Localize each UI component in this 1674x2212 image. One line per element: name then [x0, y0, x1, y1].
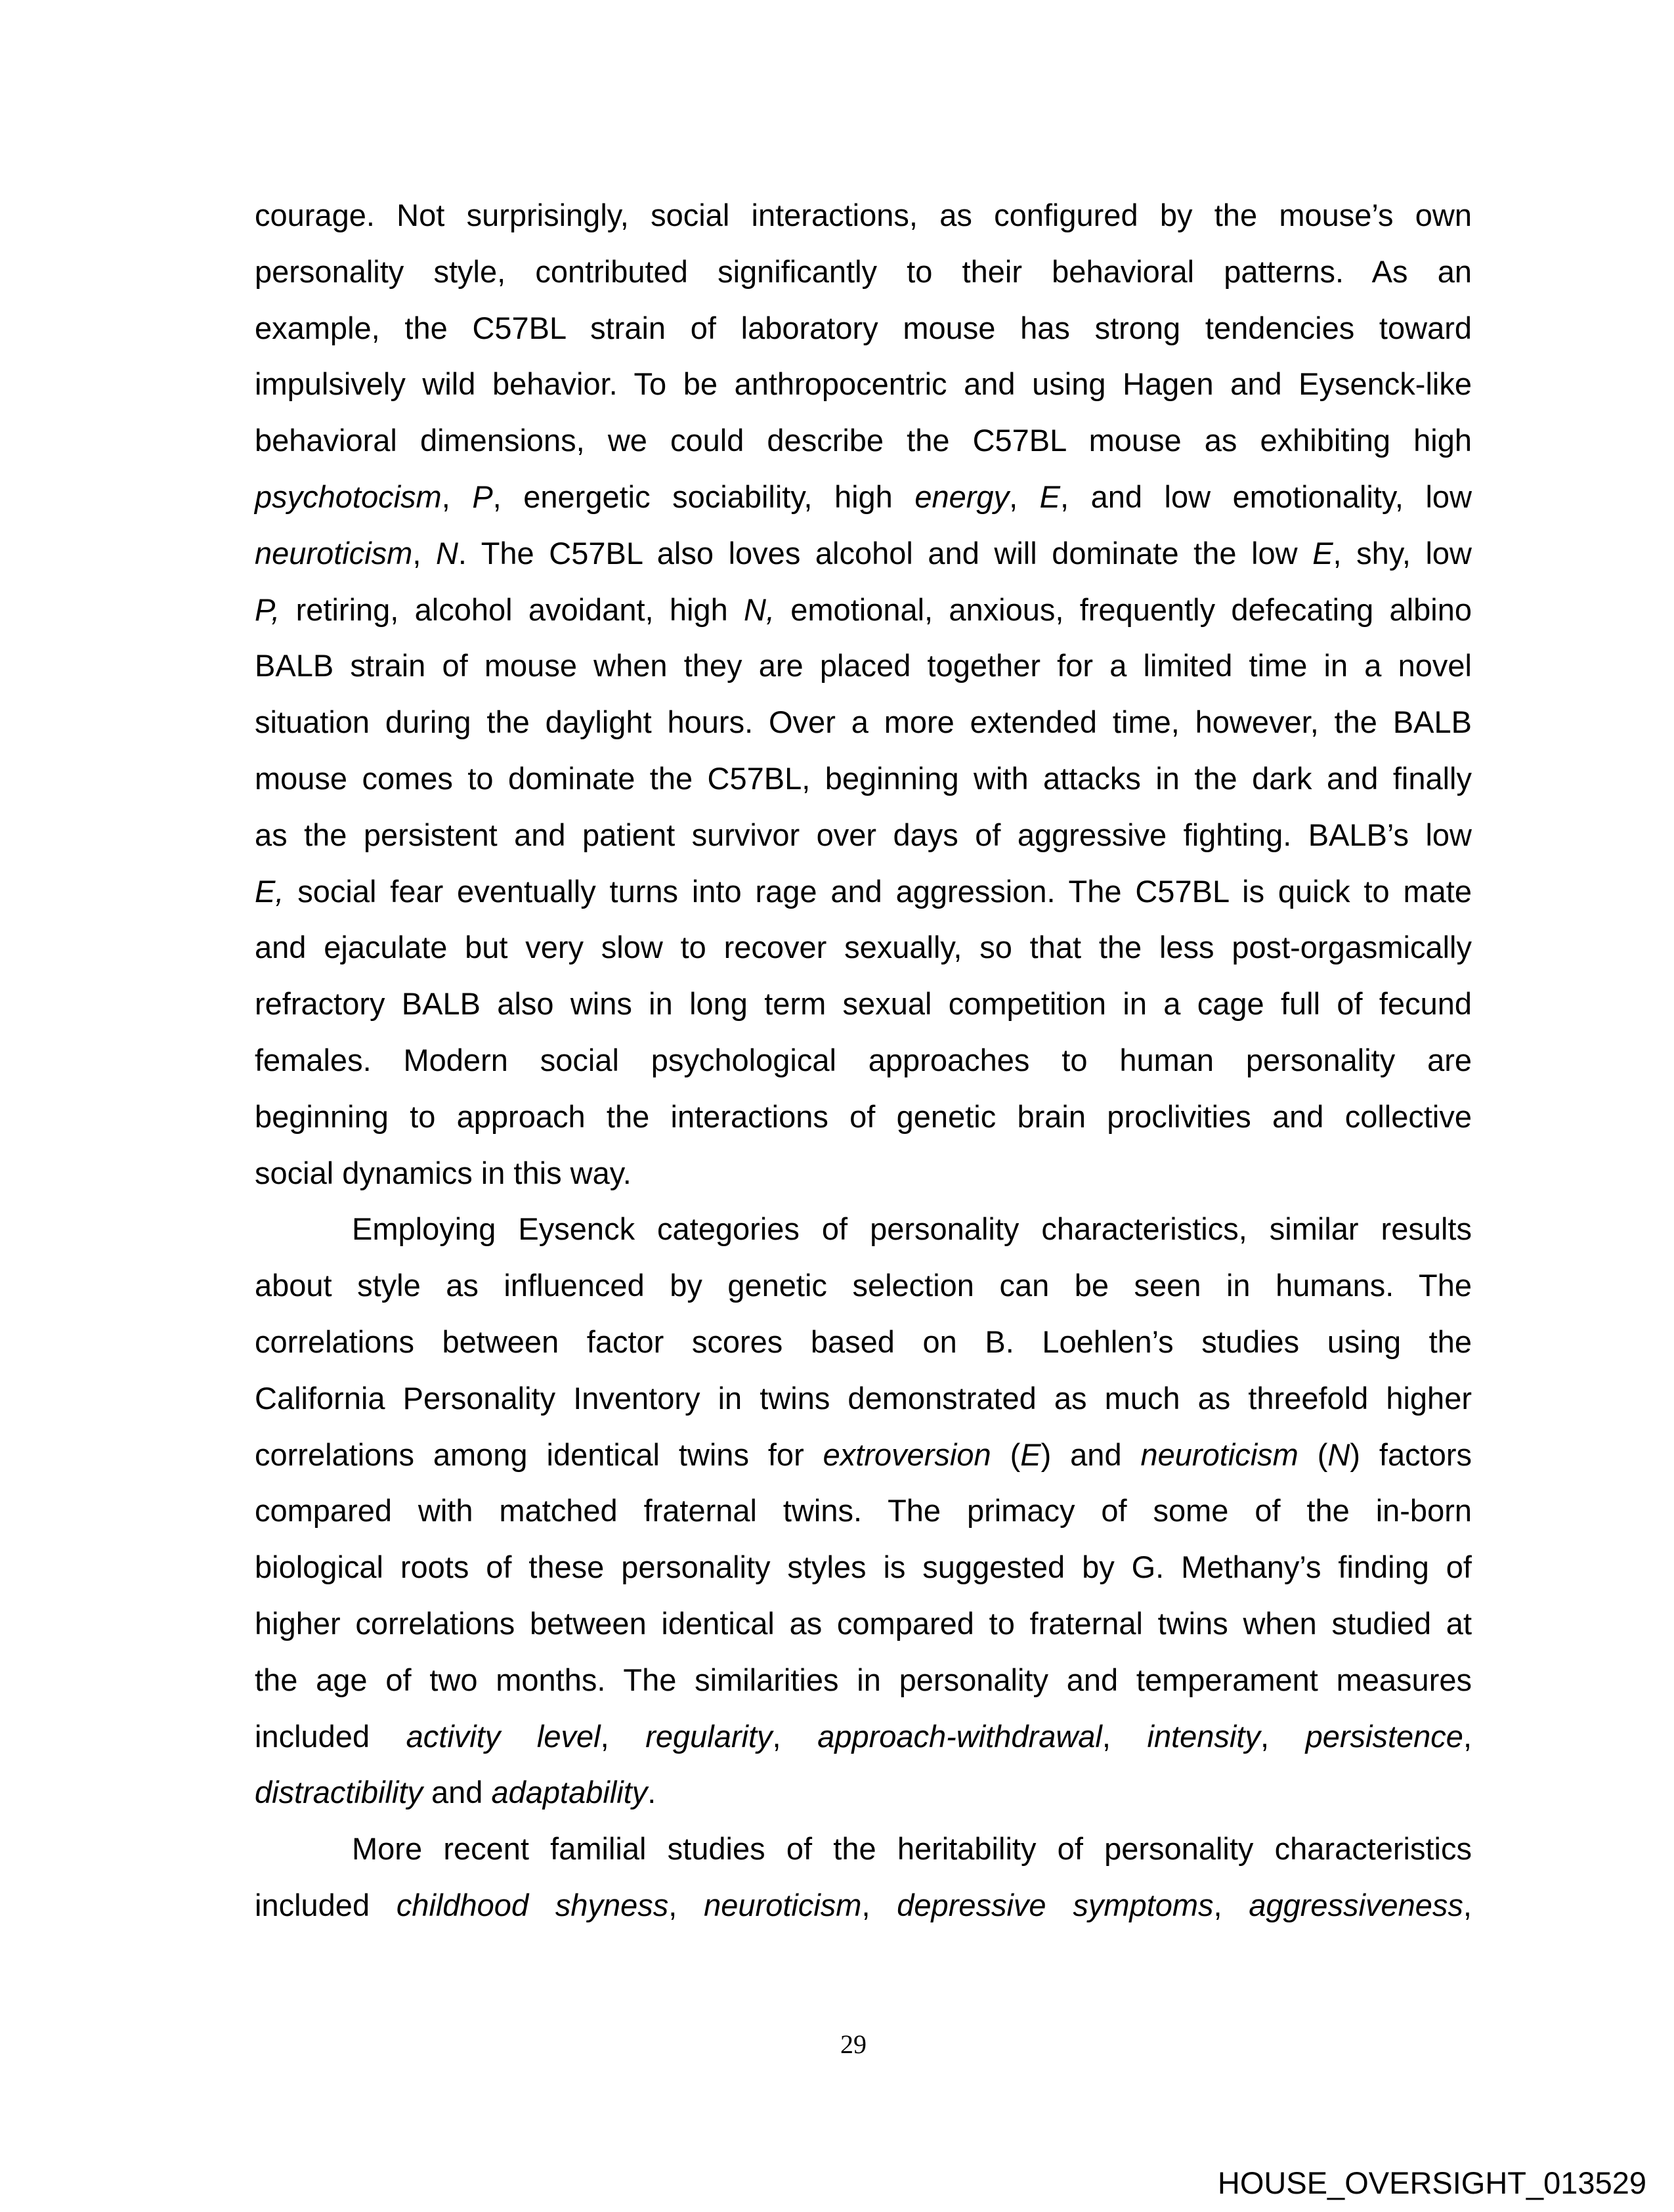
text-run: mouse comes to dominate the C57BL, beginning with attacks in the dark and finally	[255, 760, 1472, 796]
text-run: ,	[772, 1718, 818, 1754]
text-line	[255, 1708, 1472, 1765]
text-run: ,	[1213, 1887, 1249, 1922]
text-run: ,	[1260, 1718, 1306, 1754]
italic-term: N	[1327, 1437, 1350, 1472]
italic-term: psychotocism	[255, 479, 442, 514]
text-run: personality style, contributed significantly to their behavioral patterns. As an	[255, 253, 1472, 289]
text-run: courage. Not surprisingly, social interactions, as configured by the mouse’s own	[255, 198, 1472, 232]
text-run: and ejaculate but very slow to recover sexually, so that the less post-orgasmically	[255, 930, 1472, 965]
text-run: correlations between factor scores based on B. Loehlen’s studies using the	[255, 1324, 1472, 1359]
text-run: biological roots of these personality styles is suggested by G. Methany’s finding of	[255, 1550, 1472, 1585]
paragraph	[255, 1821, 1472, 1934]
italic-term: neuroticism	[1140, 1437, 1298, 1472]
text-run: , and low emotionality, low	[1060, 479, 1472, 514]
body-text	[255, 187, 1472, 1934]
text-run: impulsively wild behavior. To be anthropocentric and using Hagen and Eysenck-like	[255, 366, 1472, 402]
italic-term: E	[1020, 1437, 1041, 1472]
text-line	[255, 1032, 1472, 1089]
text-line	[255, 469, 1472, 525]
italic-term: adaptability	[491, 1775, 648, 1810]
text-run: situation during the daylight hours. Over a more extended time, however, the BALB	[255, 705, 1472, 740]
text-line	[255, 1427, 1472, 1483]
text-line	[255, 187, 1472, 244]
text-run: compared with matched fraternal twins. The primacy of some of the in-born	[255, 1493, 1472, 1529]
text-line	[255, 750, 1472, 807]
text-line	[255, 1652, 1472, 1708]
text-line	[255, 1145, 1472, 1202]
text-run: ,	[412, 535, 436, 571]
text-run: ,	[1102, 1718, 1148, 1754]
paragraph	[255, 1201, 1472, 1821]
text-run: ,	[668, 1887, 704, 1922]
text-run: ,	[1463, 1718, 1472, 1754]
italic-term: distractibility	[255, 1775, 423, 1810]
text-line	[255, 1595, 1472, 1652]
text-run: example, the C57BL strain of laboratory mouse has strong tendencies toward	[255, 310, 1472, 345]
text-run: ,	[861, 1887, 897, 1922]
text-run: correlations among identical twins for	[255, 1437, 823, 1472]
paragraph	[255, 187, 1472, 1201]
text-line	[255, 807, 1472, 863]
text-line	[255, 1764, 1472, 1821]
text-run: behavioral dimensions, we could describe the C57BL mouse as exhibiting high	[255, 423, 1472, 458]
page-number: 29	[840, 2029, 867, 2059]
text-line	[255, 1370, 1472, 1427]
italic-term: extroversion	[823, 1437, 991, 1472]
text-line	[255, 1539, 1472, 1595]
text-run: ,	[600, 1718, 646, 1754]
italic-term: P	[472, 479, 493, 514]
text-line	[255, 919, 1472, 976]
text-run: about style as influenced by genetic selection can be seen in humans. The	[255, 1268, 1472, 1303]
text-run: social dynamics in this way.	[255, 1155, 632, 1190]
italic-term: N	[435, 535, 458, 571]
text-run: refractory BALB also wins in long term sexual competition in a cage full of fecund	[255, 986, 1472, 1022]
italic-term: E,	[255, 873, 284, 909]
text-run: beginning to approach the interactions of genetic brain proclivities and collective	[255, 1098, 1472, 1134]
italic-term: energy	[914, 479, 1010, 514]
italic-term: aggressiveness	[1249, 1887, 1463, 1922]
text-run: (	[991, 1437, 1021, 1472]
text-run: Employing Eysenck categories of personality characteristics, similar results	[352, 1211, 1472, 1247]
italic-term: neuroticism	[255, 535, 413, 571]
text-run: BALB strain of mouse when they are placed together for a limited time in a novel	[255, 648, 1472, 683]
italic-term: childhood shyness	[396, 1887, 669, 1922]
text-run: as the persistent and patient survivor over days of aggressive fighting. BALB’s low	[255, 817, 1472, 852]
italic-term: N,	[744, 592, 775, 627]
bates-number: HOUSE_OVERSIGHT_013529	[1217, 2165, 1646, 2200]
text-run: (	[1298, 1437, 1328, 1472]
italic-term: regularity	[645, 1718, 773, 1754]
text-line	[255, 976, 1472, 1032]
text-run: ) and	[1041, 1437, 1141, 1472]
text-run: social fear eventually turns into rage and aggression. The C57BL is quick to mate	[284, 873, 1472, 909]
italic-term: E	[1039, 479, 1061, 514]
text-line	[255, 1201, 1472, 1257]
text-run: females. Modern social psychological approaches to human personality are	[255, 1042, 1472, 1077]
text-run: ,	[1463, 1887, 1472, 1922]
text-run: retiring, alcohol avoidant, high	[280, 592, 744, 627]
text-line	[255, 1821, 1472, 1877]
text-line	[255, 1877, 1472, 1934]
text-run: and	[422, 1775, 492, 1810]
text-line	[255, 356, 1472, 412]
text-line	[255, 412, 1472, 469]
text-run: ) factors	[1350, 1437, 1472, 1472]
text-line	[255, 582, 1472, 638]
text-run: More recent familial studies of the heritability of personality characteristics	[352, 1831, 1472, 1867]
text-line	[255, 1257, 1472, 1314]
italic-term: approach-withdrawal	[817, 1718, 1102, 1754]
text-line	[255, 1314, 1472, 1370]
text-run: California Personality Inventory in twins demonstrated as much as threefold higher	[255, 1380, 1472, 1416]
text-run: included	[255, 1887, 397, 1922]
text-line	[255, 863, 1472, 920]
italic-term: P,	[255, 592, 280, 627]
text-run: emotional, anxious, frequently defecating albino	[775, 592, 1472, 627]
text-line	[255, 525, 1472, 582]
text-line	[255, 1483, 1472, 1539]
text-line	[255, 694, 1472, 750]
italic-term: depressive symptoms	[897, 1887, 1214, 1922]
text-run: . The C57BL also loves alcohol and will dominate the low	[458, 535, 1313, 571]
italic-term: persistence	[1305, 1718, 1463, 1754]
text-run: , shy, low	[1333, 535, 1472, 571]
text-run: higher correlations between identical as compared to fraternal twins when studied at	[255, 1605, 1472, 1641]
text-run: included	[255, 1718, 406, 1754]
text-run: ,	[441, 479, 473, 514]
text-run: ,	[1009, 479, 1040, 514]
italic-term: intensity	[1147, 1718, 1260, 1754]
text-run: .	[647, 1775, 656, 1810]
italic-term: activity level	[406, 1718, 601, 1754]
text-line	[255, 1089, 1472, 1145]
text-line	[255, 244, 1472, 300]
italic-term: neuroticism	[704, 1887, 862, 1922]
text-run: , energetic sociability, high	[492, 479, 915, 514]
text-run: the age of two months. The similarities in personality and temperament measures	[255, 1662, 1472, 1697]
text-line	[255, 300, 1472, 357]
text-line	[255, 638, 1472, 694]
italic-term: E	[1312, 535, 1333, 571]
